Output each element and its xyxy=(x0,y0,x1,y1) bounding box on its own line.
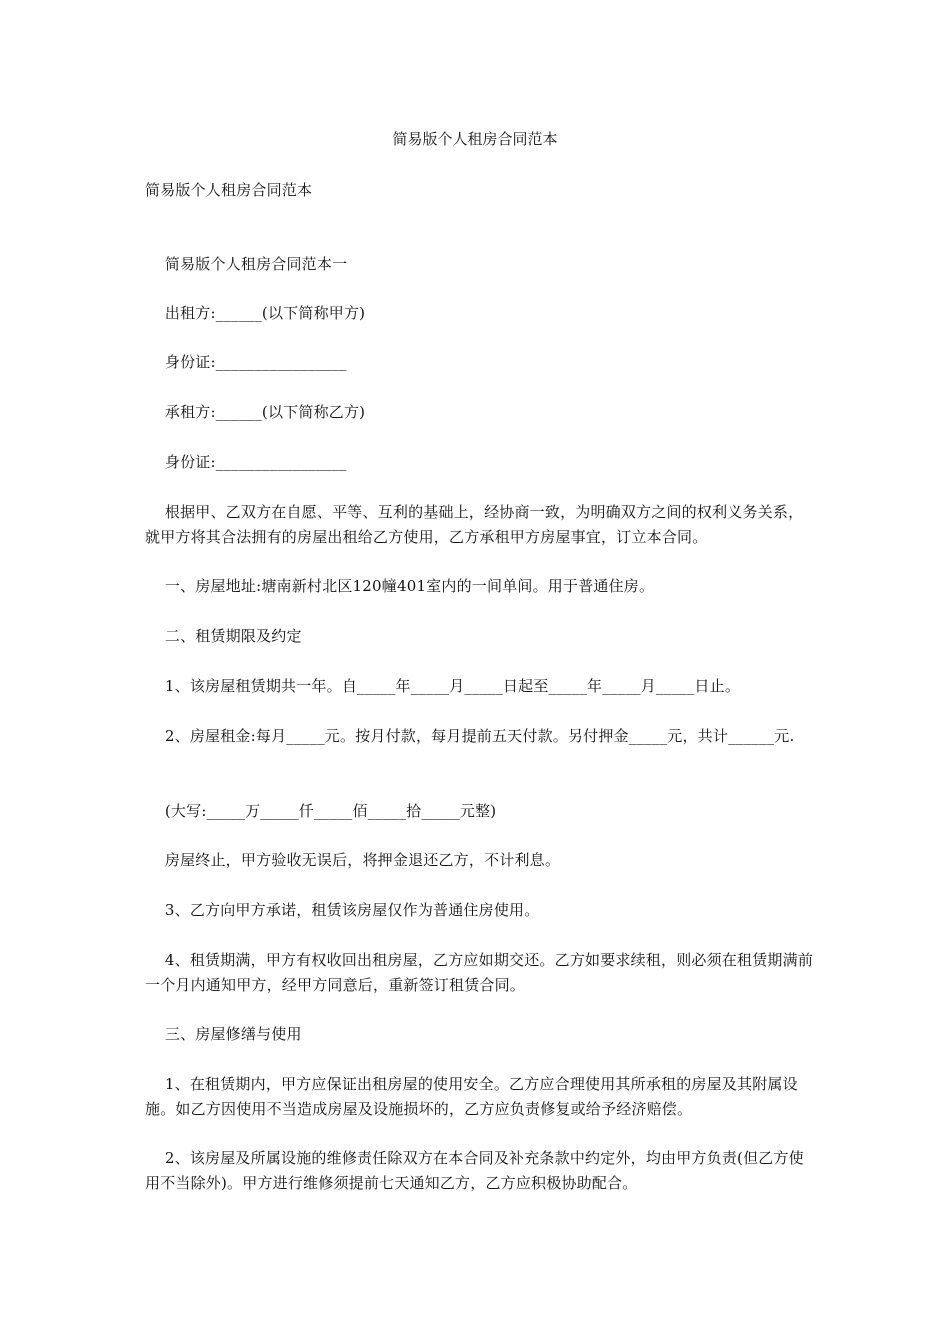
clause-repair-safety: 1、在租赁期内，甲方应保证出租房屋的使用安全。乙方应合理使用其所承租的房屋及其附属设施。如乙方因使用不当造成房屋及设施损坏的，乙方应负责修复或给予经济赔偿。 xyxy=(145,1075,798,1118)
subtitle: 简易版个人租房合同范本 xyxy=(145,181,313,199)
clause-address: 一、房屋地址:塘南新村北区120幢401室内的一间单间。用于普通住房。 xyxy=(145,577,655,595)
clause-rent: 2、房屋租金:每月_____元。按月付款，每月提前五天付款。另付押金_____元，共计______元. xyxy=(145,727,795,745)
lessor-id-field: 身份证:_________________ xyxy=(145,353,347,371)
clause-heading-repair: 三、房屋修缮与使用 xyxy=(145,1025,302,1043)
clause-rent-uppercase: (大写:_____万_____仟_____佰_____拾_____元整) xyxy=(145,802,497,820)
lessee-field: 承租方:______(以下简称乙方) xyxy=(145,403,366,421)
clause-term-period: 1、该房屋租赁期共一年。自_____年_____月_____日起至_____年_____月_____日止。 xyxy=(145,677,741,695)
document-title: 简易版个人租房合同范本 xyxy=(392,130,558,148)
section-heading: 简易版个人租房合同范本一 xyxy=(145,255,348,273)
lessor-field: 出租方:______(以下简称甲方) xyxy=(145,304,366,322)
clause-deposit-return: 房屋终止，甲方验收无误后，将押金退还乙方，不计利息。 xyxy=(145,851,561,869)
clause-heading-term: 二、租赁期限及约定 xyxy=(145,627,302,645)
clause-lease-expiry: 4、租赁期满，甲方有权收回出租房屋，乙方应如期交还。乙方如要求续租，则必须在租赁期满前一个月内通知甲方，经甲方同意后，重新签订租赁合同。 xyxy=(145,951,814,994)
clause-usage-promise: 3、乙方向甲方承诺，租赁该房屋仅作为普通住房使用。 xyxy=(145,901,540,919)
preamble-paragraph: 根据甲、乙双方在自愿、平等、互利的基础上，经协商一致，为明确双方之间的权利义务关系，就甲方将其合法拥有的房屋出租给乙方使用，乙方承租甲方房屋事宜，订立本合同。 xyxy=(145,503,804,546)
clause-repair-responsibility: 2、该房屋及所属设施的维修责任除双方在本合同及补充条款中约定外，均由甲方负责(但乙方使用不当除外)。甲方进行维修须提前七天通知乙方，乙方应积极协助配合。 xyxy=(145,1149,804,1192)
lessee-id-field: 身份证:_________________ xyxy=(145,453,347,471)
